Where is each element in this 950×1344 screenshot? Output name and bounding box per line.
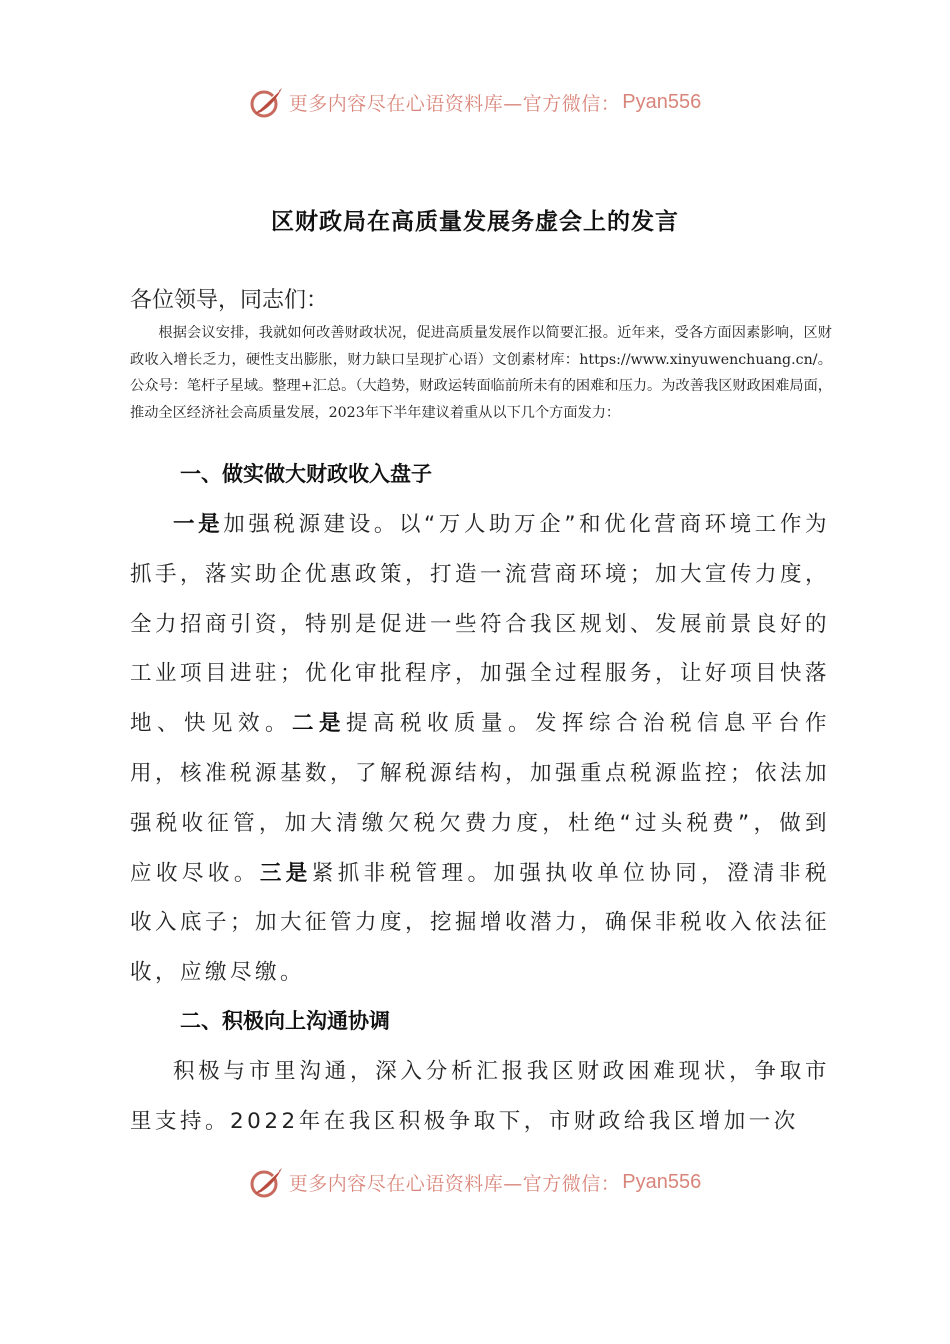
watermark-text: 更多内容尽在心语资料库—官方微信： (288, 92, 621, 115)
keyword-second: 二是 (292, 711, 346, 737)
watermark-handle: Pyan556 (622, 90, 702, 113)
quill-logo-icon (249, 84, 285, 120)
section-1-paragraph (130, 500, 830, 998)
paragraph-text-1: 加强税源建设。以“万人助万企”和优化营商环境工作为抓手，落实助企优惠政策，打造一流营商环境；加大宣传力度，全力招商引资，特别是促进一些符合我区规划、发展前景良好的工业项目进驻；优化审批程序，加强全过程服务，让好项目快落地、快见效。 (130, 512, 831, 737)
section-1-heading: 一、做实做大财政收入盘子 (180, 462, 432, 486)
watermark-banner-bottom (0, 1162, 950, 1202)
section-2-paragraph: 积极与市里沟通，深入分析汇报我区财政困难现状，争取市里支持。2022年在我区积极争取下，市财政给我区增加一次 (130, 1059, 830, 1134)
paragraph-text-3: 紧抓非税管理。加强执收单位协同，澄清非税收入底子；加大征管力度，挖掘增收潜力，确保非税收入依法征收，应缴尽缴。 (130, 860, 831, 986)
watermark-text: 更多内容尽在心语资料库—官方微信： (288, 1172, 621, 1195)
section-2-heading: 二、积极向上沟通协调 (180, 1009, 390, 1033)
quill-logo-icon (249, 1164, 285, 1200)
watermark-banner-top (0, 82, 950, 122)
keyword-third: 三是 (259, 860, 312, 886)
intro-paragraph: 根据会议安排，我就如何改善财政状况，促进高质量发展作以简要汇报。近年来，受各方面因素影响，区财政收入增长乏力，硬性支出膨胀，财力缺口呈现扩心语）文创素材库：https://www.xinyuwenchuang.cn/。公众号：笔杆子星域。整理+汇总。（大趋势，财政运转面临前所未有的困难和压力。为改善我区财政困难局面，推动全区经济社会高质量发展，2023年下半年建议着重从以下几个方面发力： (130, 325, 832, 421)
keyword-first: 一是 (173, 512, 224, 537)
greeting: 各位领导，同志们： (130, 288, 329, 313)
watermark-handle: Pyan556 (622, 1170, 702, 1193)
paragraph-text-2: 提高税收质量。发挥综合治税信息平台作用，核准税源基数，了解税源结构，加强重点税源监控；依法加强税收征管，加大清缴欠税欠费力度，杜绝“过头税费”，做到应收尽收。 (130, 711, 831, 886)
document-title: 区财政局在高质量发展务虚会上的发言 (271, 209, 679, 235)
